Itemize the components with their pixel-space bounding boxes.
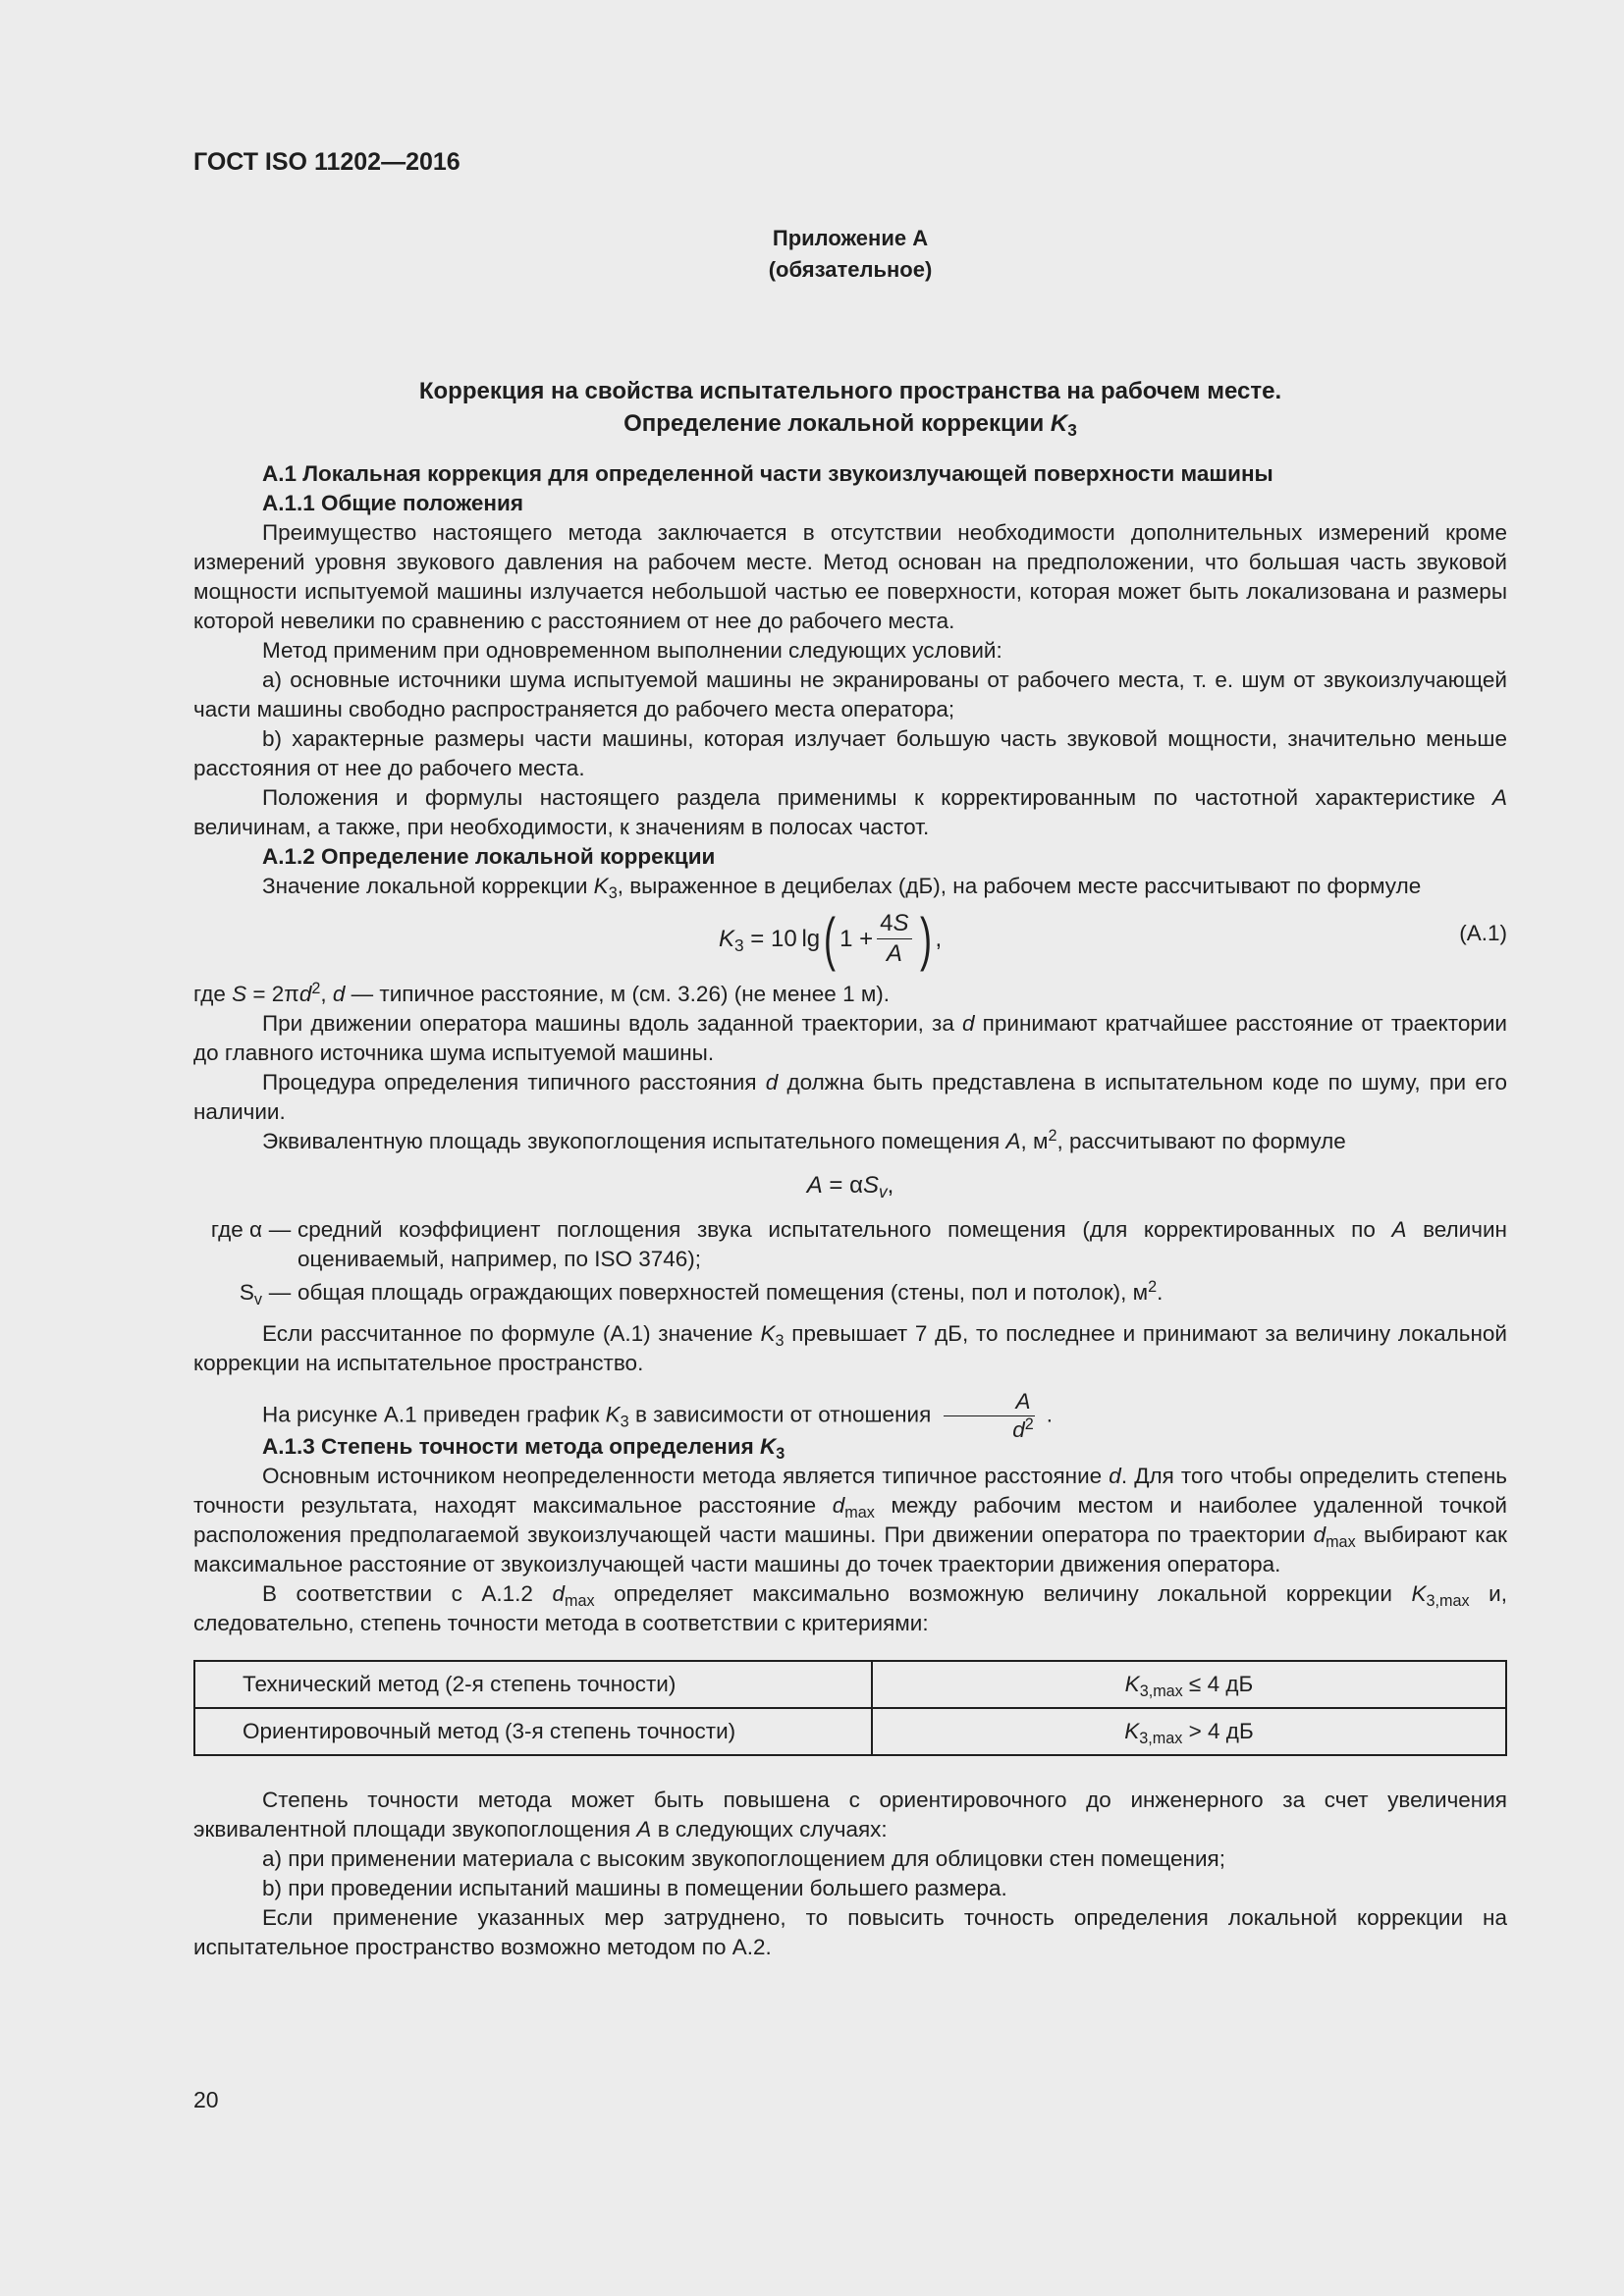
paragraph: где $S = 2\pi d^2$, d — типичное расстояние, м (см. 3.26) (не менее 1 м). <box>193 980 891 1006</box>
paragraph: При движении оператора машины вдоль заданной траектории, за d принимают кратчайшее расстояние от траектории до главного источника шума испытуемой машины. <box>193 1011 1507 1065</box>
chapter-title-line2: Определение локальной коррекции $K_3$ <box>623 410 1077 440</box>
paragraph: Степень точности метода может быть повышена с ориентировочного до инженерного за счет увеличения эквивалентной площади звукопоглощения A в следующих случаях: <box>193 1788 1507 1842</box>
table-row <box>194 1661 1506 1708</box>
formula-number: (А.1) <box>1459 921 1507 945</box>
paragraph: Метод применим при одновременном выполнении следующих условий: <box>262 638 1002 663</box>
document-header: ГОСТ ISO 11202—2016 <box>193 148 460 176</box>
paragraph: Значение локальной коррекции $K_3$, выраженное в децибелах (дБ), на рабочем месте рассчитывают по формуле <box>262 874 1422 902</box>
section-heading: А.1 Локальная коррекция для определенной части звукоизлучающей поверхности машины <box>262 461 1273 486</box>
subsection-heading: А.1.1 Общие положения <box>262 491 523 515</box>
formula-a1 <box>193 901 1507 980</box>
paragraph: Если применение указанных мер затруднено, то повысить точность определения локальной коррекции на испытательное пространство возможно методом по А.2. <box>193 1905 1507 1959</box>
list-item: a) при применении материала с высоким звукопоглощением для облицовки стен помещения; <box>262 1846 1225 1871</box>
paragraph: Преимущество настоящего метода заключается в отсутствии необходимости дополнительных измерений кроме измерений уровня звукового давления на рабочем месте. Метод основан на предположении, что большая часть звуковой мощности испытуемой машины излучается небольшой частью ее поверхности, которая может быть локализована и размеры которой невелики по сравнению с расстоянием от нее до рабочего места. <box>193 520 1507 633</box>
subsection-heading: А.1.3 Степень точности метода определения $K_3$ <box>262 1434 785 1463</box>
paragraph: Процедура определения типичного расстояния d должна быть представлена в испытательном коде по шуму, при его наличии. <box>193 1070 1507 1124</box>
paragraph: На рисунке А.1 приведен график $K_3$ в зависимости от отношения $\frac{A}{d^2}$ . <box>262 1389 1054 1442</box>
formula-area: $A = \alpha S_v$, <box>806 1172 894 1201</box>
paragraph: Положения и формулы настоящего раздела применимы к корректированным по частотной характеристике A величинам, а также, при необходимости, к значениям в полосах частот. <box>193 785 1507 839</box>
list-item: b) характерные размеры части машины, которая излучает большую часть звуковой мощности, значительно меньше расстояния от нее до рабочего места. <box>193 726 1507 780</box>
list-item: b) при проведении испытаний машины в помещении большего размера. <box>262 1876 1007 1900</box>
chapter-title-line1: Коррекция на свойства испытательного пространства на рабочем месте. <box>418 378 1282 404</box>
annex-status: (обязательное) <box>768 257 933 282</box>
where-item-sv: $S_v$ — общая площадь ограждающих поверхностей помещения (стены, пол и потолок), $м^2$. <box>239 1278 1164 1308</box>
paragraph: Основным источником неопределенности метода является типичное расстояние d. Для того чтобы определить степень точности результата, находят максимальное расстояние $d_{max}$ между рабочим местом и наиболее удаленной точкой расположения предполагаемой звукоизлучающей части машины. При движении оператора по траектории $d_{max}$ выбирают как максимальное расстояние от звукоизлучающей части машины до точек траектории движения оператора. <box>193 1464 1507 1576</box>
paragraph: Если рассчитанное по формуле (А.1) значение $K_3$ превышает 7 дБ, то последнее и принимают за величину локальной коррекции на испытательное пространство. <box>193 1321 1507 1375</box>
table-cell-criterion: $K_{3,max} \le 4$ дБ <box>872 1661 1506 1708</box>
table-row <box>194 1708 1506 1755</box>
paragraph: В соответствии с А.1.2 $d_{max}$ определяет максимально возможную величину локальной коррекции $K_{3,max}$ и, следовательно, степень точности метода в соответствии с критериями: <box>193 1581 1507 1635</box>
annex-title: Приложение А <box>772 226 929 250</box>
table-cell-criterion: $K_{3,max} > 4$ дБ <box>872 1708 1506 1755</box>
page-number: 20 <box>193 2087 219 2112</box>
list-item: a) основные источники шума испытуемой машины не экранированы от рабочего места, т. е. шум от звукоизлучающей части машины свободно распространяется до рабочего места оператора; <box>193 667 1507 721</box>
paragraph: Эквивалентную площадь звукопоглощения испытательного помещения A, $м^2$, рассчитывают по формуле <box>262 1127 1346 1153</box>
table-cell-method: Технический метод (2-я степень точности) <box>194 1661 872 1708</box>
where-item-alpha: где α — средний коэффициент поглощения звука испытательного помещения (для корректированных по A величин оцениваемый, например, по ISO 3746); <box>210 1217 1507 1271</box>
formula-a1-expression: $K_3 = 10$ lg ( 1 + $\frac{4S}{A}$ ) , <box>719 905 943 972</box>
subsection-heading: А.1.2 Определение локальной коррекции <box>262 844 716 869</box>
table-cell-method: Ориентировочный метод (3-я степень точности) <box>194 1708 872 1755</box>
document-body <box>193 459 1507 1962</box>
criteria-table <box>193 1660 1507 1756</box>
